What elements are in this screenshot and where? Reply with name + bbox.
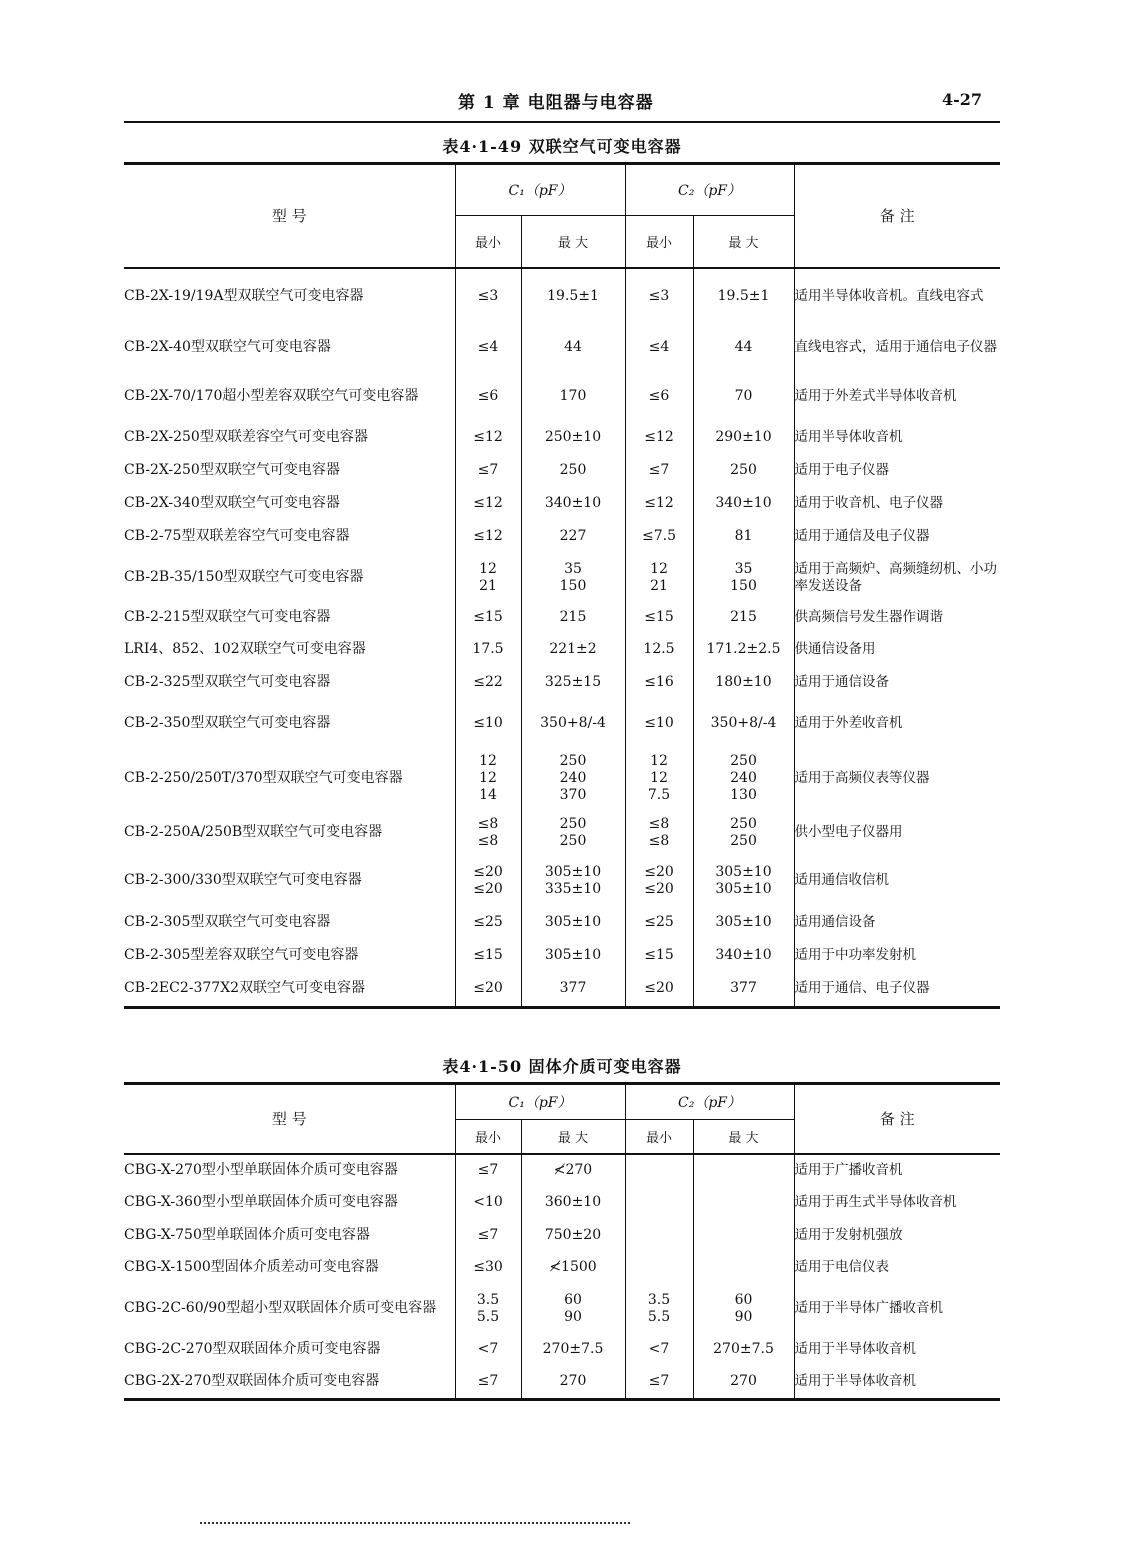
- model-cell: CBG-X-270型小型单联固体介质可变电容器: [124, 1161, 398, 1178]
- c2-min-cell: [625, 1154, 693, 1186]
- c1-max-cell: 305±10 335±10: [521, 856, 625, 906]
- col-c1-max: 最 大: [521, 216, 625, 268]
- col-c2-header: C₂（pF）: [625, 164, 794, 216]
- note-cell: 适用于外差式半导体收音机: [794, 372, 1000, 422]
- c2-max-cell: [693, 1186, 794, 1220]
- note-cell: 适用通信设备: [794, 906, 1000, 940]
- c2-min-cell: ≤6: [625, 372, 693, 422]
- header-rule: [124, 121, 1000, 123]
- page-header: [124, 88, 1000, 118]
- c2-min-cell: ≤25: [625, 906, 693, 940]
- col-model-header: 型 号: [124, 164, 455, 268]
- c1-min-cell: ≤15: [455, 940, 521, 972]
- c2-max-cell: 250: [693, 454, 794, 488]
- table-caption-50: 表4·1-50 固体介质可变电容器: [442, 1057, 682, 1076]
- c2-max-cell: 215: [693, 602, 794, 634]
- col-c1-min: 最小: [455, 1120, 521, 1154]
- c1-min-cell: ≤7: [455, 1220, 521, 1252]
- c2-min-cell: <7: [625, 1334, 693, 1366]
- c2-min-cell: ≤7: [625, 1366, 693, 1400]
- c2-max-cell: [693, 1154, 794, 1186]
- c1-min-cell: ≤20 ≤20: [455, 856, 521, 906]
- c1-max-cell: 305±10: [521, 906, 625, 940]
- c1-min-cell: ≤3: [455, 268, 521, 324]
- col-c2-header: C₂（pF）: [625, 1084, 794, 1120]
- model-cell: CB-2X-340型双联空气可变电容器: [124, 495, 340, 511]
- c2-min-cell: ≤7: [625, 454, 693, 488]
- c2-max-cell: 171.2±2.5: [693, 634, 794, 666]
- table-row: [124, 906, 1000, 940]
- c1-min-cell: ≤20: [455, 972, 521, 1008]
- c2-min-cell: [625, 1252, 693, 1284]
- c1-max-cell: 305±10: [521, 940, 625, 972]
- model-cell: CB-2-325型双联空气可变电容器: [124, 674, 331, 690]
- c2-max-cell: 340±10: [693, 488, 794, 520]
- note-cell: 适用于高频仪表等仪器: [794, 748, 1000, 810]
- model-cell: CBG-X-750型单联固体介质可变电容器: [124, 1227, 370, 1243]
- note-cell: 适用于通信及电子仪器: [794, 520, 1000, 554]
- c2-max-cell: 305±10: [693, 906, 794, 940]
- table-row: [124, 1220, 1000, 1252]
- c2-max-cell: 350+8/-4: [693, 700, 794, 748]
- c1-max-cell: ≮270: [521, 1154, 625, 1186]
- note-cell: 供通信设备用: [794, 634, 1000, 666]
- col-c1-max: 最 大: [521, 1120, 625, 1154]
- note-cell: 适用于发射机强放: [794, 1220, 1000, 1252]
- c1-max-cell: 250±10: [521, 422, 625, 454]
- model-cell: CB-2-215型双联空气可变电容器: [124, 609, 331, 625]
- c1-max-cell: 270: [521, 1366, 625, 1400]
- model-cell: CB-2X-40型双联空气可变电容器: [124, 339, 331, 355]
- chapter-title: 第 1 章 电阻器与电容器: [458, 93, 654, 113]
- model-cell: CBG-X-360型小型单联固体介质可变电容器: [124, 1194, 398, 1210]
- table-row: [124, 520, 1000, 554]
- c2-min-cell: 12 21: [625, 554, 693, 602]
- table-row: [124, 1284, 1000, 1334]
- table-row: [124, 810, 1000, 856]
- table-caption-49: 表4·1-49 双联空气可变电容器: [442, 137, 682, 156]
- table-row: [124, 372, 1000, 422]
- model-cell: CB-2-305型双联空气可变电容器: [124, 914, 331, 930]
- c2-max-cell: [693, 1252, 794, 1284]
- c2-min-cell: 12 12 7.5: [625, 748, 693, 810]
- c2-min-cell: ≤20: [625, 972, 693, 1008]
- c2-max-cell: 290±10: [693, 422, 794, 454]
- c1-min-cell: 12 21: [455, 554, 521, 602]
- c1-max-cell: 340±10: [521, 488, 625, 520]
- c2-min-cell: ≤12: [625, 422, 693, 454]
- model-cell: LRI4、852、102双联空气可变电容器: [124, 641, 366, 657]
- note-cell: 适用于高频炉、高频缝纫机、小功率发送设备: [794, 554, 1000, 602]
- c1-min-cell: 17.5: [455, 634, 521, 666]
- model-cell: CB-2-250A/250B型双联空气可变电容器: [124, 824, 383, 840]
- table-row: [124, 856, 1000, 906]
- c1-max-cell: 35 150: [521, 554, 625, 602]
- table-row: [124, 554, 1000, 602]
- c2-max-cell: 340±10: [693, 940, 794, 972]
- note-cell: 供小型电子仪器用: [794, 810, 1000, 856]
- c1-min-cell: ≤22: [455, 666, 521, 700]
- c1-max-cell: 350+8/-4: [521, 700, 625, 748]
- col-c2-min: 最小: [625, 1120, 693, 1154]
- table-row: [124, 602, 1000, 634]
- c1-max-cell: 750±20: [521, 1220, 625, 1252]
- model-cell: CB-2-250/250T/370型双联空气可变电容器: [124, 770, 403, 786]
- table-row: [124, 972, 1000, 1008]
- c1-min-cell: ≤12: [455, 520, 521, 554]
- c1-max-cell: 250 250: [521, 810, 625, 856]
- c1-min-cell: ≤7: [455, 454, 521, 488]
- c2-min-cell: ≤15: [625, 602, 693, 634]
- c1-min-cell: ≤25: [455, 906, 521, 940]
- c1-max-cell: ≮1500: [521, 1252, 625, 1284]
- c2-min-cell: ≤20 ≤20: [625, 856, 693, 906]
- col-c2-max: 最 大: [693, 1120, 794, 1154]
- model-cell: CB-2-300/330型双联空气可变电容器: [124, 872, 362, 888]
- c2-max-cell: 180±10: [693, 666, 794, 700]
- print-artifact-rule: [200, 1522, 630, 1526]
- c2-min-cell: ≤16: [625, 666, 693, 700]
- note-cell: 适用于中功率发射机: [794, 940, 1000, 972]
- model-cell: CB-2EC2-377X2双联空气可变电容器: [124, 972, 455, 1008]
- c2-min-cell: ≤3: [625, 268, 693, 324]
- c1-min-cell: ≤8 ≤8: [455, 810, 521, 856]
- c2-max-cell: 305±10 305±10: [693, 856, 794, 906]
- table-row: [124, 1186, 1000, 1220]
- col-c1-header: C₁（pF）: [455, 1084, 625, 1120]
- note-cell: 适用于电信仪表: [794, 1252, 1000, 1284]
- c1-min-cell: ≤7: [455, 1366, 521, 1400]
- note-cell: 适用于再生式半导体收音机: [794, 1186, 1000, 1220]
- note-cell: 适用半导体收音机。直线电容式: [794, 268, 1000, 324]
- table-row: [124, 666, 1000, 700]
- model-cell: CB-2X-70/170超小型差容双联空气可变电容器: [124, 388, 419, 404]
- c2-min-cell: ≤7.5: [625, 520, 693, 554]
- c1-max-cell: 215: [521, 602, 625, 634]
- c1-max-cell: 221±2: [521, 634, 625, 666]
- c2-max-cell: 35 150: [693, 554, 794, 602]
- c1-max-cell: 270±7.5: [521, 1334, 625, 1366]
- model-cell: CBG-2X-270型双联固体介质可变电容器: [124, 1366, 455, 1400]
- c2-max-cell: 44: [693, 324, 794, 372]
- table-4-1-49: [124, 162, 1000, 1009]
- note-cell: 适用于通信设备: [794, 666, 1000, 700]
- c2-max-cell: 270: [693, 1366, 794, 1400]
- c2-max-cell: 19.5±1: [693, 268, 794, 324]
- c1-min-cell: ≤30: [455, 1252, 521, 1284]
- table-row: [124, 268, 1000, 324]
- c1-max-cell: 227: [521, 520, 625, 554]
- note-cell: 适用通信收信机: [794, 856, 1000, 906]
- c2-min-cell: [625, 1186, 693, 1220]
- col-note-header: 备 注: [794, 1084, 1000, 1154]
- table-row: [124, 1366, 1000, 1400]
- c1-min-cell: ≤6: [455, 372, 521, 422]
- page-number: 4-27: [941, 90, 982, 109]
- c2-min-cell: ≤10: [625, 700, 693, 748]
- c2-max-cell: 81: [693, 520, 794, 554]
- table-row: [124, 634, 1000, 666]
- table-row: [124, 940, 1000, 972]
- note-cell: 适用于收音机、电子仪器: [794, 488, 1000, 520]
- col-note-header: 备 注: [794, 164, 1000, 268]
- c1-min-cell: ≤15: [455, 602, 521, 634]
- note-cell: 适用于外差收音机: [794, 700, 1000, 748]
- note-cell: 适用于半导体收音机: [794, 1334, 1000, 1366]
- col-c2-max: 最 大: [693, 216, 794, 268]
- c2-max-cell: 270±7.5: [693, 1334, 794, 1366]
- c2-min-cell: 12.5: [625, 634, 693, 666]
- c2-min-cell: 3.5 5.5: [625, 1284, 693, 1334]
- note-cell: 适用于广播收音机: [794, 1154, 1000, 1186]
- c1-max-cell: 44: [521, 324, 625, 372]
- c1-max-cell: 250: [521, 454, 625, 488]
- note-cell: 直线电容式，适用于通信电子仪器: [794, 324, 1000, 372]
- model-cell: CB-2-350型双联空气可变电容器: [124, 715, 331, 731]
- table-row: [124, 422, 1000, 454]
- c1-min-cell: 3.5 5.5: [455, 1284, 521, 1334]
- table-4-1-50: [124, 1082, 1000, 1401]
- c2-min-cell: ≤15: [625, 940, 693, 972]
- c1-min-cell: ≤12: [455, 422, 521, 454]
- table-row: [124, 454, 1000, 488]
- c1-max-cell: 19.5±1: [521, 268, 625, 324]
- c1-max-cell: 360±10: [521, 1186, 625, 1220]
- col-c1-min: 最小: [455, 216, 521, 268]
- model-cell: CBG-2C-60/90型超小型双联固体介质可变电容器: [124, 1300, 437, 1316]
- note-cell: 适用于通信、电子仪器: [794, 972, 1000, 1008]
- c2-max-cell: 70: [693, 372, 794, 422]
- note-cell: 适用半导体收音机: [794, 422, 1000, 454]
- table-row: [124, 488, 1000, 520]
- note-cell: 适用于半导体广播收音机: [794, 1284, 1000, 1334]
- model-cell: CBG-X-1500型固体介质差动可变电容器: [124, 1259, 379, 1275]
- model-cell: CB-2X-250型双联差容空气可变电容器: [124, 429, 368, 445]
- note-cell: 适用于半导体收音机: [794, 1366, 1000, 1400]
- c1-max-cell: 250 240 370: [521, 748, 625, 810]
- c1-max-cell: 170: [521, 372, 625, 422]
- c1-min-cell: ≤7: [455, 1154, 521, 1186]
- c2-max-cell: 250 250: [693, 810, 794, 856]
- c2-min-cell: [625, 1220, 693, 1252]
- c2-max-cell: 60 90: [693, 1284, 794, 1334]
- col-c1-header: C₁（pF）: [455, 164, 625, 216]
- c2-max-cell: [693, 1220, 794, 1252]
- c1-min-cell: ≤10: [455, 700, 521, 748]
- col-c2-min: 最小: [625, 216, 693, 268]
- c2-min-cell: ≤4: [625, 324, 693, 372]
- model-cell: CB-2-75型双联差容空气可变电容器: [124, 528, 350, 544]
- table-row: [124, 1334, 1000, 1366]
- c1-min-cell: <10: [455, 1186, 521, 1220]
- model-cell: CB-2X-19/19A型双联空气可变电容器: [124, 287, 364, 304]
- model-cell: CB-2B-35/150型双联空气可变电容器: [124, 569, 364, 585]
- c1-min-cell: ≤4: [455, 324, 521, 372]
- model-cell: CBG-2C-270型双联固体介质可变电容器: [124, 1341, 381, 1357]
- table-row: [124, 748, 1000, 810]
- c1-max-cell: 377: [521, 972, 625, 1008]
- c1-min-cell: 12 12 14: [455, 748, 521, 810]
- table-row: [124, 324, 1000, 372]
- table-row: [124, 1252, 1000, 1284]
- c2-max-cell: 250 240 130: [693, 748, 794, 810]
- c1-min-cell: <7: [455, 1334, 521, 1366]
- note-cell: 供高频信号发生器作调谐: [794, 602, 1000, 634]
- c1-min-cell: ≤12: [455, 488, 521, 520]
- c2-max-cell: 377: [693, 972, 794, 1008]
- table-row: [124, 700, 1000, 748]
- model-cell: CB-2-305型差容双联空气可变电容器: [124, 947, 359, 963]
- col-model-header: 型 号: [124, 1084, 455, 1154]
- c1-max-cell: 325±15: [521, 666, 625, 700]
- c2-min-cell: ≤8 ≤8: [625, 810, 693, 856]
- note-cell: 适用于电子仪器: [794, 454, 1000, 488]
- c2-min-cell: ≤12: [625, 488, 693, 520]
- c1-max-cell: 60 90: [521, 1284, 625, 1334]
- table-row: [124, 1154, 1000, 1186]
- model-cell: CB-2X-250型双联空气可变电容器: [124, 462, 340, 478]
